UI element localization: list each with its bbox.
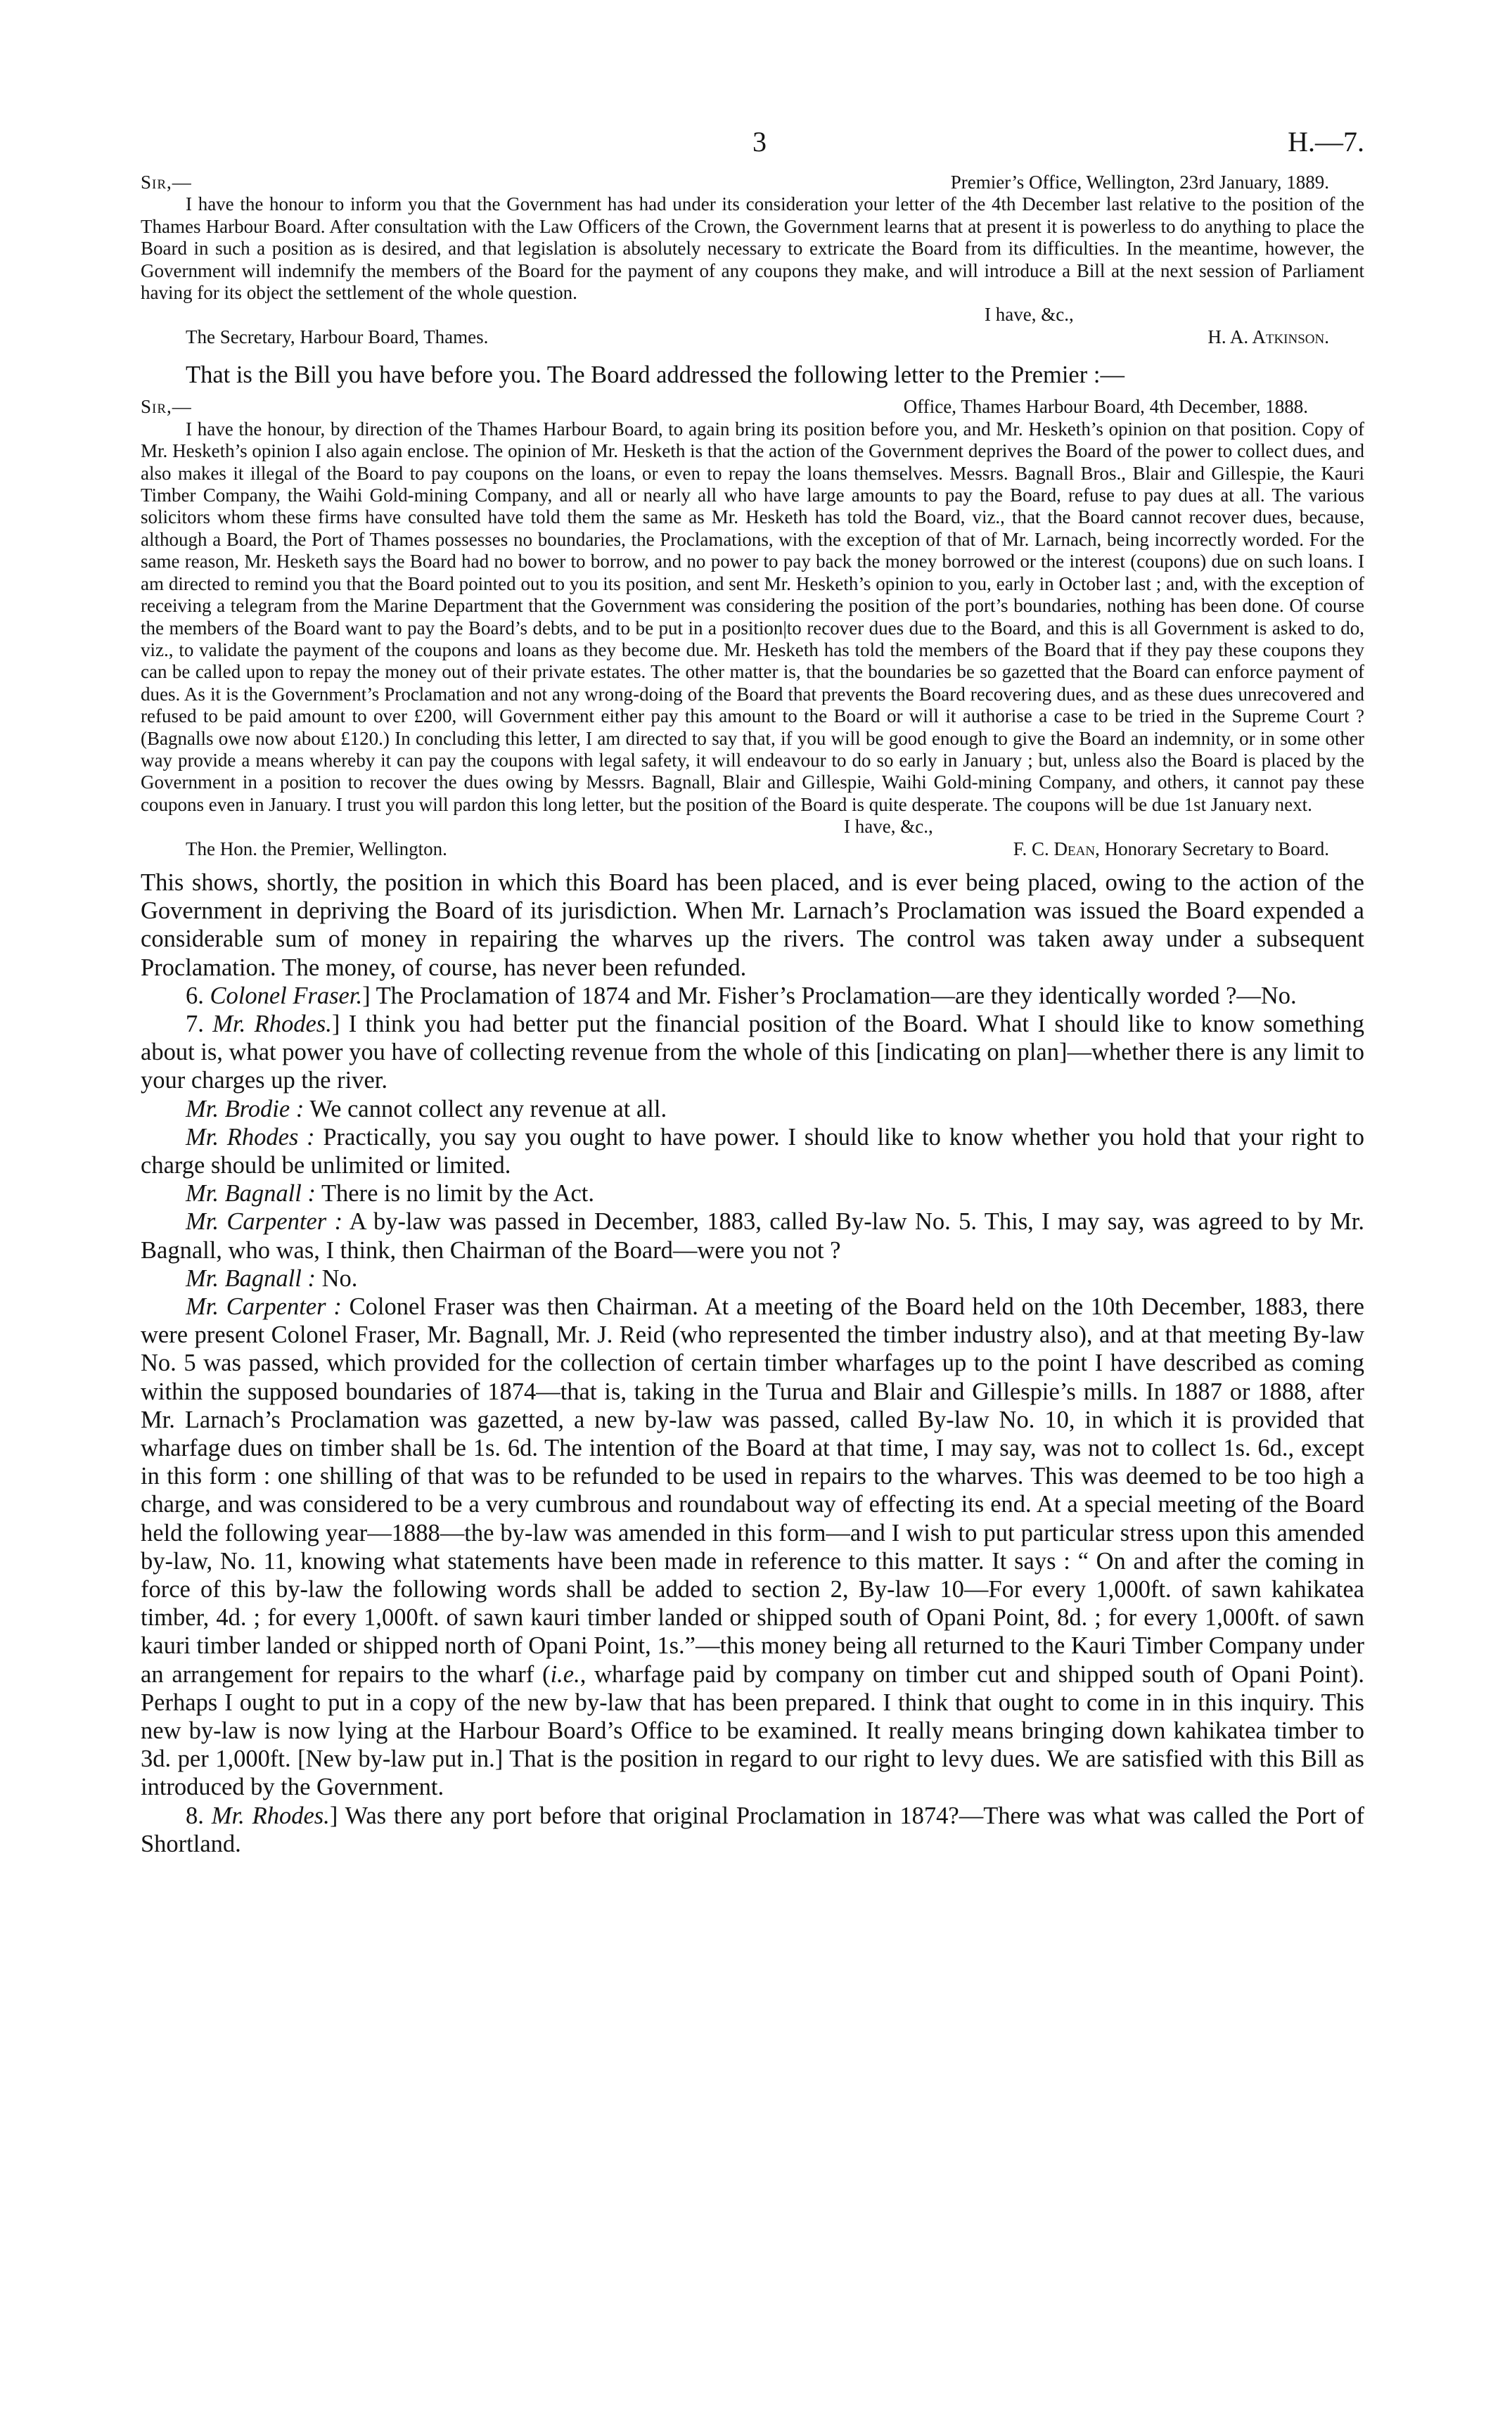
- statement: [141, 1264, 1364, 1293]
- letter-signatory: F. C. Dean: [1013, 838, 1096, 859]
- statement-text: We cannot collect any revenue at all.: [304, 1095, 667, 1122]
- letter-footer: [141, 326, 1364, 348]
- letter-salutation: Sir,—: [141, 172, 192, 193]
- question-text: ] I think you had better put the financial position of the Board. What I should like to know something about is, what power you have of collecting revenue from the whole of this [indicating on plan]—whether there is any limit to your charges up the river.: [141, 1011, 1365, 1094]
- letter-footer: [141, 838, 1364, 860]
- statement-text: A by-law was passed in December, 1883, called By-law No. 5. This, I may say, was agreed to by Mr. Bagnall, who was, I think, then Chairman of the Board—were you not ?: [141, 1208, 1364, 1264]
- letter-signature-line: [1013, 838, 1329, 860]
- letter-closing: I have, &c.,: [985, 304, 1074, 326]
- letter-place-date: Premier’s Office, Wellington, 23rd January, 1889.: [950, 172, 1329, 193]
- statement-text: Colonel Fraser was then Chairman. At a meeting of the Board held on the 10th December, 1883, there were present Colonel Fraser, Mr. Bagnall, Mr. J. Reid (who represented the timber industry also), and at that meeting By-law No. 5 was passed, which provided for the collection of certain timber wharfages up to the point I have described as coming within the supposed boundaries of 1874—that is, taking in the Turua and Blair and Gillespie’s mills. In 1887 or 1888, after Mr. Larnach’s Proclamation was gazetted, a new by-law was passed, called By-law No. 10, in which it is provided that wharfage dues on timber shall be 1s. 6d. The intention of the Board at that time, I may say, was not to collect 1s. 6d., except in this form : one shilling of that was to be refunded to be used in repairs to the wharves. This was deemed to be too high a charge, and was considered to be a very cumbrous and roundabout way of effecting its end. At a special meeting of the Board held the following year—1888—the by-law was amended in this form—and I wish to put particular stress upon this amended by-law, No. 11, knowing what statements have been made in reference to this matter. It says : “ On and after the coming in force of this by-law the following words shall be added to section 2, By-law 10—For every 1,000ft. of sawn kahikatea timber, 4d. ; for every 1,000ft. of sawn kauri timber landed or shipped south of Opani Point, 8d. ; for every 1,000ft. of sawn kauri timber landed or shipped north of Opani Point, 1s.”—this money being all returned to the Kauri Timber Company under an arrangement for repairs to the wharf (: [141, 1293, 1364, 1688]
- letter-addressee: The Secretary, Harbour Board, Thames.: [186, 326, 489, 347]
- statement-text: Practically, you say you ought to have power. I should like to know whether you hold that your right to charge should be unlimited or limited.: [141, 1123, 1364, 1179]
- speaker: Mr. Rhodes.: [211, 1802, 330, 1829]
- speaker: Mr. Rhodes.: [212, 1011, 332, 1037]
- speaker: Mr. Carpenter :: [186, 1293, 342, 1321]
- letter-signatory: H. A. Atkinson.: [1207, 326, 1329, 347]
- question-6: [141, 982, 1364, 1010]
- question-8: [141, 1802, 1364, 1858]
- statement-text-italic: i.e.: [550, 1660, 580, 1688]
- letter-heading: [141, 396, 1364, 418]
- letter-heading: [141, 172, 1364, 193]
- letter-body: I have the honour, by direction of the Thames Harbour Board, to again bring its position before you, and Mr. Hesketh’s opinion on that position. Copy of Mr. Hesketh’s opinion I also again enclose. The opinion of Mr. Hesketh is that the action of the Government deprives the Board of the power to collect dues, and also makes it illegal of the Board to pay coupons on the loans, or even to repay the loans themselves. Messrs. Bagnall Bros., Blair and Gillespie, the Kauri Timber Company, the Waihi Gold-mining Company, and all or nearly all who have large amounts to pay the Board, refuse to pay dues at all. The various solicitors whom these firms have consulted have told them the same as Mr. Hesketh has told the Board, viz., that the Board cannot recover dues, because, although a Board, the Port of Thames possesses no boundaries, the Proclamations, with the exception of that of Mr. Larnach, being incorrectly worded. For the same reason, Mr. Hesketh says the Board had no bower to borrow, and no power to pay back the money borrowed or the interest (coupons) due on such loans. I am directed to remind you that the Board pointed out to you its position, and sent Mr. Hesketh’s opinion to you, early in October last ; and, with the exception of receiving a telegram from the Marine Department that the Government was considering the position of the port’s boundaries, nothing has been done. Of course the members of the Board want to pay the Board’s debts, and to be put in a position|to recover dues due to the Board, and this is all Government is asked to do, viz., to validate the payment of the coupons and loans as they become due. Mr. Hesketh has told the members of the Board that if they pay these coupons they can be called upon to repay the money out of their private estates. The other matter is, that the boundaries be so gazetted that the Board can enforce payment of dues. As it is the Government’s Proclamation and not any wrong-doing of the Board that prevents the Board recovering dues, and as these dues unrecovered and refused to be paid amount to over £200, will Government either pay this amount to the Board or will it authorise a case to be tried in the Supreme Court ? (Bagnalls owe now about £120.) In concluding this letter, I am directed to say that, if you will be good enough to give the Board an indemnity, or in some other way provide a means whereby it can pay the coupons with legal safety, it will endeavour to do so early in January ; but, unless also the Board is placed by the Government in a position to recover the dues owing by Messrs. Bagnall, Blair and Gillespie, Waihi Gold-mining Company, and others, it cannot pay these coupons even in January. I trust you will pardon this long letter, but the position of the Board is quite desperate. The coupons will be due 1st January next.: [141, 418, 1364, 815]
- paragraph: This shows, shortly, the position in which this Board has been placed, and is ever being placed, owing to the action of the Government in depriving the Board of its jurisdiction. When Mr. Larnach’s Proclamation was issued the Board expended a considerable sum of money in repairing the wharves up the rivers. The control was taken away under a subsequent Proclamation. The money, of course, has never been refunded.: [141, 869, 1364, 981]
- statement: [141, 1179, 1364, 1208]
- letter-closing: I have, &c.,: [844, 816, 933, 838]
- document-page: [141, 105, 1364, 1858]
- letter-addressee: The Hon. the Premier, Wellington.: [186, 838, 447, 859]
- page-header: [141, 105, 1364, 162]
- statement: [141, 1293, 1364, 1802]
- transition-paragraph: [141, 361, 1364, 389]
- speaker: Mr. Bagnall :: [186, 1264, 316, 1292]
- transition-text: That is the Bill you have before you. The Board addressed the following letter to the Premier :—: [186, 361, 1125, 389]
- statement-text: , wharfage paid by company on timber cut and shipped south of Opani Point). Perhaps I ought to put in a copy of the new by-law that has been prepared. I think that ought to come in in this inquiry. This new by-law is now lying at the Harbour Board’s Office to be examined. It really means bringing down kahikatea timber to 3d. per 1,000ft. [New by-law put in.] That is the position in regard to our right to levy dues. We are satisfied with this Bill as introduced by the Government.: [141, 1660, 1364, 1801]
- question-text: ] The Proclamation of 1874 and Mr. Fisher’s Proclamation—are they identically worded ?—No.: [362, 982, 1297, 1009]
- question-7: [141, 1010, 1364, 1095]
- letter-place-date: Office, Thames Harbour Board, 4th December, 1888.: [903, 396, 1308, 418]
- speaker: Mr. Brodie :: [186, 1095, 305, 1122]
- statement: [141, 1208, 1364, 1264]
- statement: [141, 1095, 1364, 1123]
- question-text: ] Was there any port before that original Proclamation in 1874?—There was what was called the Port of Shortland.: [141, 1802, 1364, 1857]
- minutes-of-evidence: [141, 869, 1364, 1858]
- question-number: 7.: [186, 1011, 204, 1037]
- speaker: Mr. Rhodes :: [186, 1123, 315, 1151]
- question-number: 8.: [186, 1802, 204, 1829]
- letter-salutation: Sir,—: [141, 396, 192, 418]
- statement-text: There is no limit by the Act.: [315, 1180, 595, 1208]
- speaker: Colonel Fraser.: [210, 982, 363, 1009]
- page-number: 3: [752, 126, 767, 158]
- letter-premier-office: [141, 172, 1364, 348]
- speaker: Mr. Carpenter :: [186, 1208, 343, 1236]
- speaker: Mr. Bagnall :: [186, 1180, 316, 1208]
- letter-body: I have the honour to inform you that the Government has had under its consideration your letter of the 4th December last relative to the position of the Thames Harbour Board. After consultation with the Law Officers of the Crown, the Government learns that at present it is powerless to do anything to place the Board in such a position as is desired, and that legislation is absolutely necessary to extricate the Board from its difficulties. In the meantime, however, the Government will indemnify the members of the Board for the payment of any coupons they make, and will introduce a Bill at the next session of Parliament having for its object the settlement of the whole question.: [141, 193, 1364, 304]
- letter-harbour-board: [141, 396, 1364, 860]
- document-code: H.—7.: [1288, 126, 1364, 158]
- statement: [141, 1123, 1364, 1179]
- question-number: 6.: [186, 982, 204, 1009]
- statement-text: No.: [315, 1264, 358, 1292]
- letter-signatory-title: , Honorary Secretary to Board.: [1095, 838, 1329, 859]
